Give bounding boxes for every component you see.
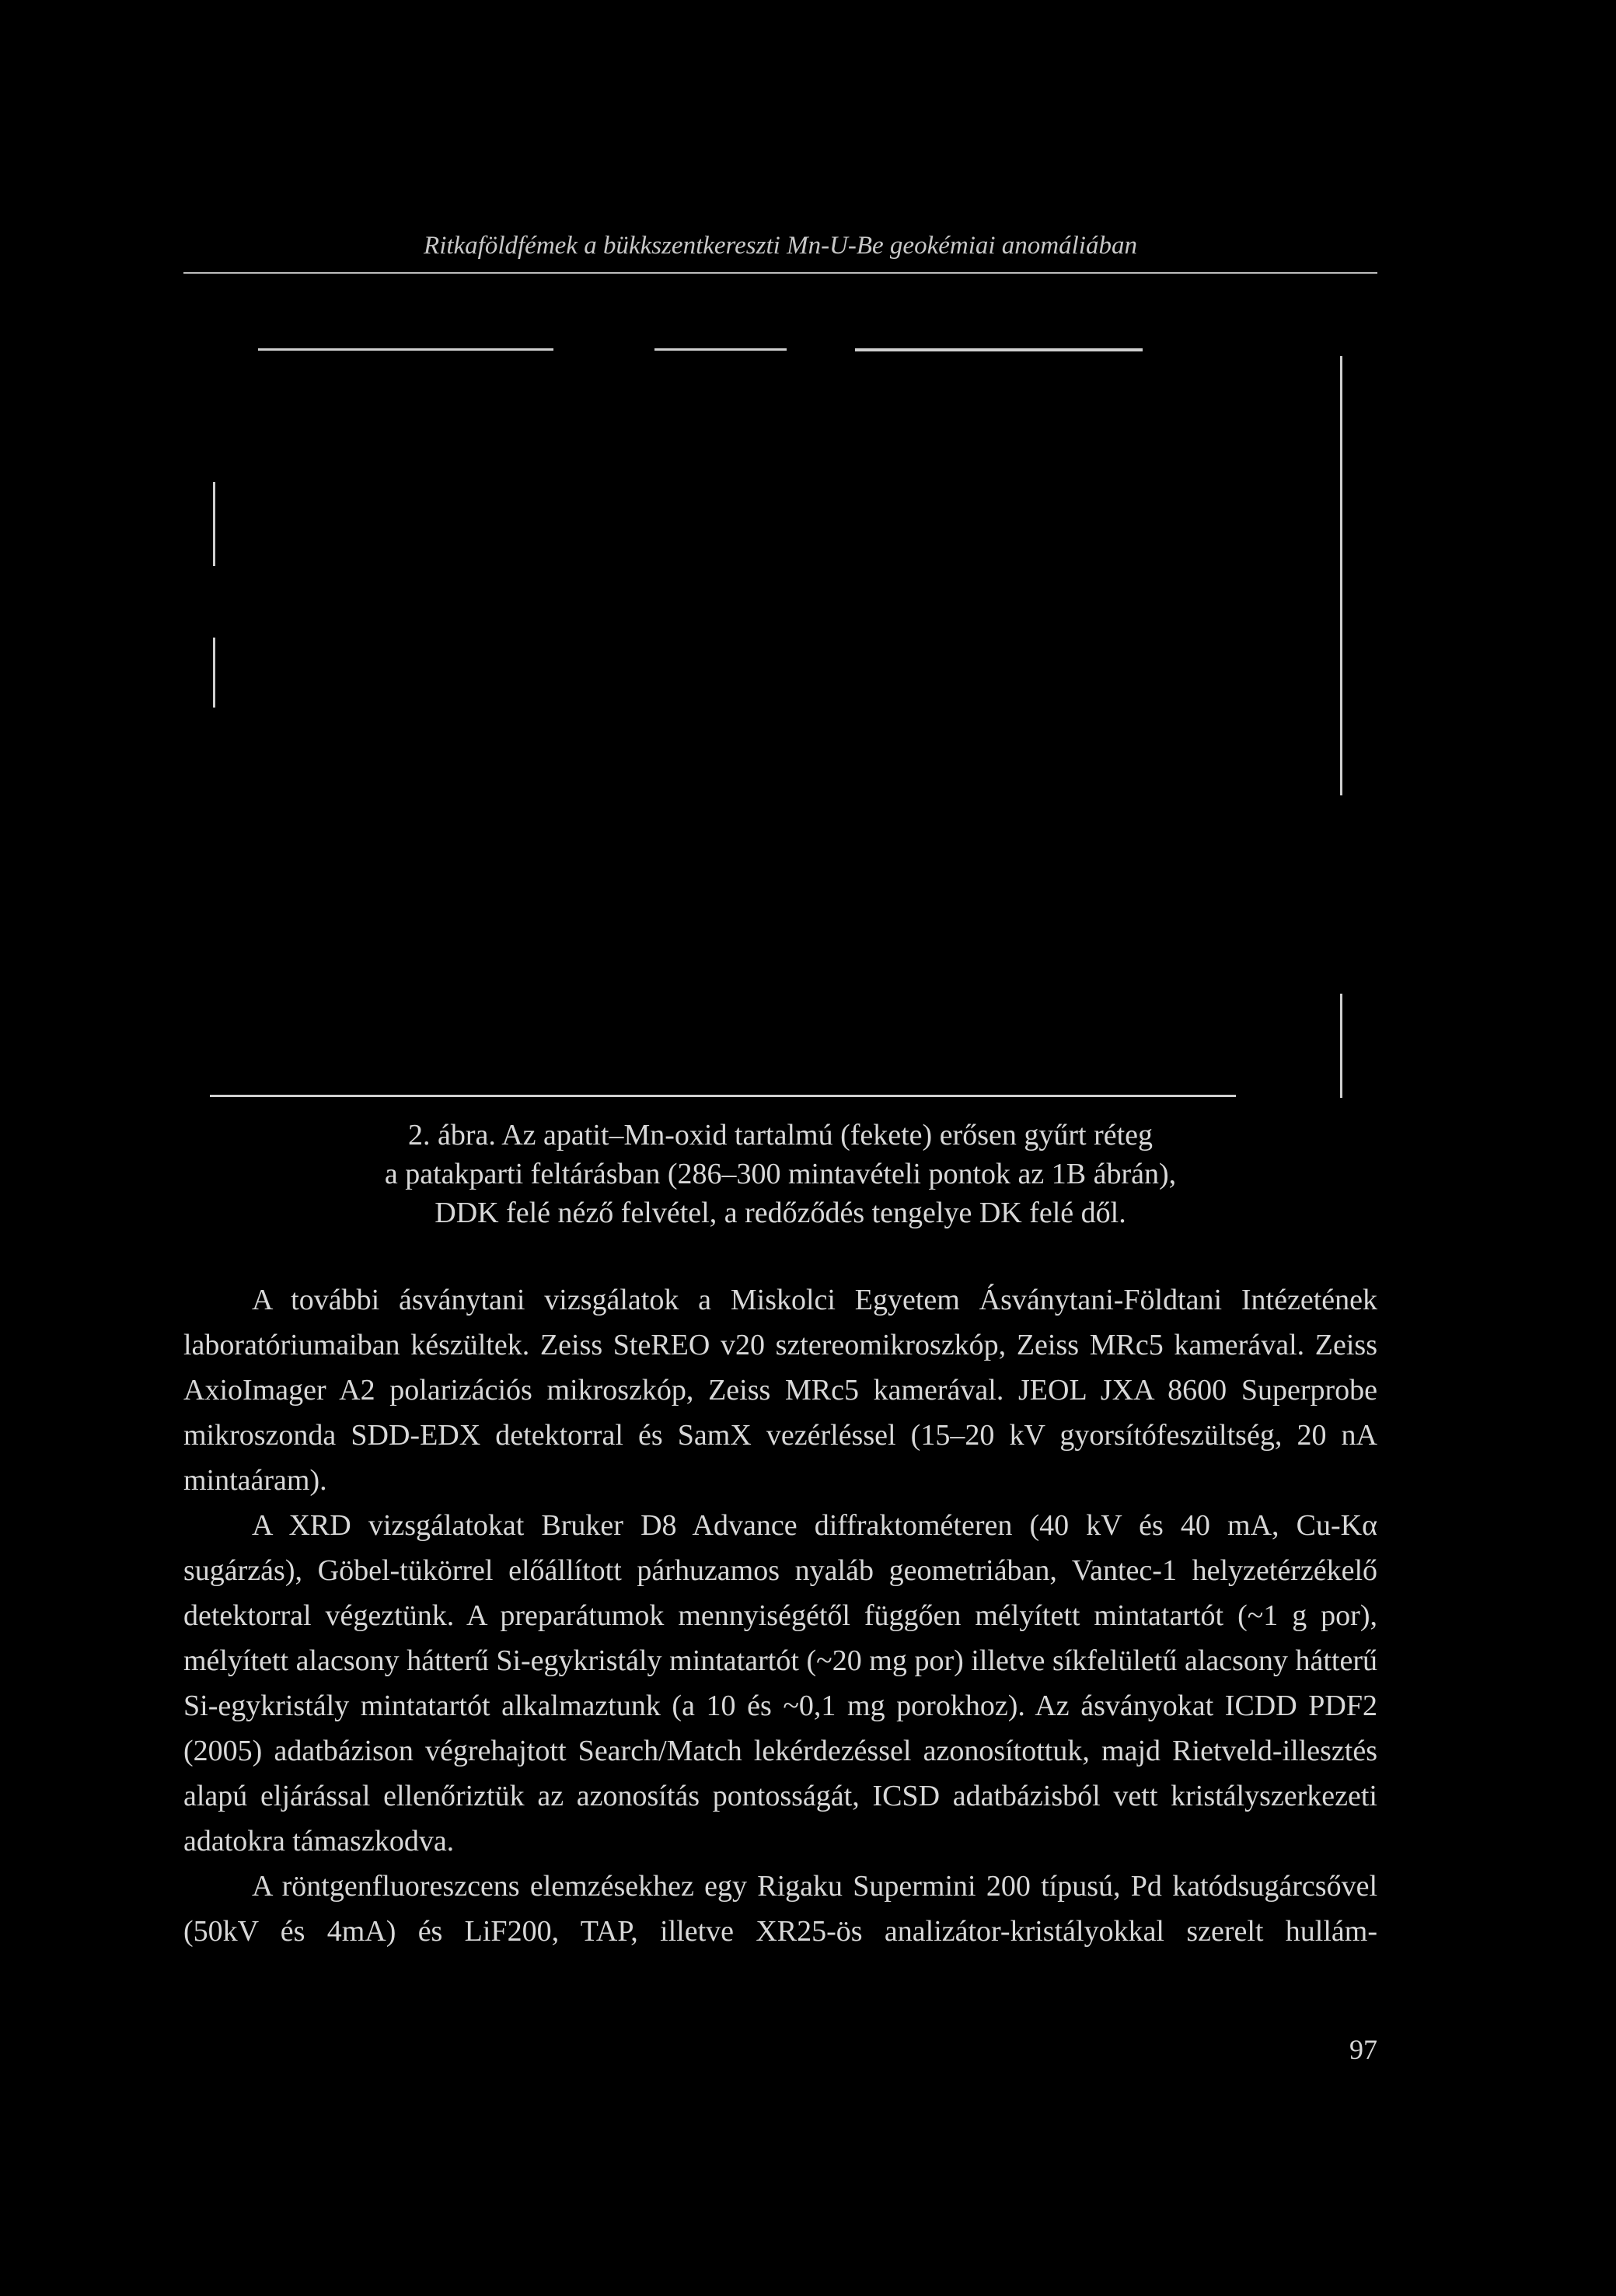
figure-caption [183, 1116, 1377, 1232]
header-rule [183, 272, 1377, 274]
photo-edge-left-1 [213, 482, 215, 566]
caption-line-3: DDK felé néző felvétel, a redőződés tengelye DK felé dől. [435, 1197, 1126, 1229]
photo-edge-top-3 [855, 348, 1143, 351]
paragraph-xrf: A röntgenfluoreszcens elemzésekhez egy Rigaku Supermini 200 típusú, Pd katódsugárcsővel (50kV és 4mA) és LiF200, TAP, illetve XR25-ös analizátor-kristályokkal szerelt hullám- [183, 1870, 1377, 1948]
caption-line-1: 2. ábra. Az apatit–Mn-oxid tartalmú (fekete) erősen gyűrt réteg [407, 1119, 1154, 1151]
running-title: Ritkaföldfémek a bükkszentkereszti Mn-U-Be geokémiai anomáliában [424, 232, 1137, 260]
photo-edge-bottom [210, 1095, 1236, 1097]
photo-edge-right-2 [1340, 994, 1342, 1098]
photo-edge-right-1 [1340, 356, 1342, 795]
photo-edge-left-2 [213, 638, 215, 708]
photo-edge-top-1 [258, 348, 553, 351]
caption-line-2: a patakparti feltárásban (286–300 mintavételi pontok az 1B ábrán), [384, 1158, 1177, 1190]
photo-edge-top-2 [654, 348, 787, 351]
body-text [183, 1277, 1377, 1954]
figure-photo [210, 348, 1345, 1099]
paragraph-xrd: A XRD vizsgálatokat Bruker D8 Advance diffraktométeren (40 kV és 40 mA, Cu-Kα sugárzás), Göbel-tükörrel előállított párhuzamos nyaláb geometriában, Vantec-1 helyzetérzékelő detektorral végeztünk. A preparátumok mennyiségétől függően mélyített mintatartót (~1 g por), mélyített alacsony hátterű Si-egykristály mintatartót (~20 mg por) illetve síkfelületű alacsony hátterű Si-egykristály mintatartót alkalmaztunk (a 10 és ~0,1 mg porokhoz). Az ásványokat ICDD PDF2 (2005) adatbázison végrehajtott Search/Match lekérdezéssel azonosítottuk, majd Rietveld-illesztés alapú eljárással ellenőriztük az azonosítás pontosságát, ICSD adatbázisból vett kristályszerkezeti adatokra támaszkodva. [183, 1509, 1377, 1857]
page-number: 97 [1349, 2034, 1377, 2065]
paragraph-mineralogy: A további ásványtani vizsgálatok a Miskolci Egyetem Ásványtani-Földtani Intézetének laboratóriumaiban készültek. Zeiss SteREO v20 sztereomikroszkóp, Zeiss MRc5 kamerával. Zeiss AxioImager A2 polarizációs mikroszkóp, Zeiss MRc5 kamerával. JEOL JXA 8600 Superprobe mikroszonda SDD-EDX detektorral és SamX vezérléssel (15–20 kV gyorsítófeszültség, 20 nA mintaáram). [183, 1284, 1377, 1497]
